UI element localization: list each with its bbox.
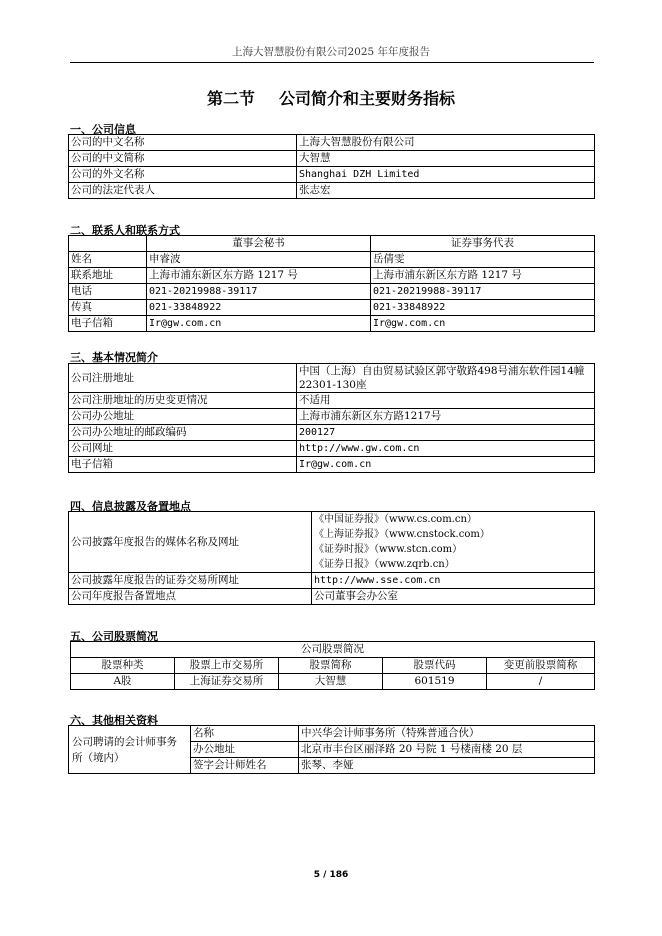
- row-label: 公司的法定代表人: [69, 183, 297, 199]
- section-heading-basic-info: 三、基本情况简介: [70, 351, 158, 364]
- contacts-table: [68, 235, 595, 332]
- secretary-value: 上海市浦东新区东方路 1217 号: [147, 268, 371, 284]
- secretary-value: 021-20219988-39117: [147, 284, 371, 300]
- row-label: 办公地址: [191, 742, 299, 758]
- page-title: [0, 86, 662, 109]
- table-row: [69, 457, 595, 473]
- column-header: 股票简称: [279, 658, 383, 674]
- row-value: 上海市浦东新区东方路1217号: [297, 409, 595, 425]
- section-heading-company-info: 一、公司信息: [70, 123, 136, 136]
- section-heading-stock: 五、公司股票简况: [70, 630, 158, 643]
- section-name: 公司简介和主要财务指标: [279, 89, 456, 108]
- row-label: 公司的中文名称: [69, 135, 297, 151]
- row-label: 公司办公地址的邮政编码: [69, 425, 297, 441]
- table-row: [69, 512, 595, 573]
- table-header-row: [71, 658, 595, 674]
- row-label: 公司披露年度报告的证券交易所网址: [69, 573, 312, 589]
- row-value: 大智慧: [297, 151, 595, 167]
- stock-short-name: 大智慧: [279, 674, 383, 690]
- company-info-table: [68, 134, 595, 199]
- row-value: 上海大智慧股份有限公司: [297, 135, 595, 151]
- media-item: 《中国证券报》（www.cs.com.cn）: [314, 514, 477, 525]
- row-value: 不适用: [297, 393, 595, 409]
- row-label: 名称: [191, 726, 299, 742]
- table-row: [69, 135, 595, 151]
- table-row: [69, 364, 595, 393]
- column-header: 股票代码: [383, 658, 487, 674]
- table-row: [69, 252, 595, 268]
- column-header: 股票种类: [71, 658, 175, 674]
- row-label: 公司的中文简称: [69, 151, 297, 167]
- row-value: Shanghai DZH Limited: [297, 167, 595, 183]
- header-divider: [70, 62, 594, 63]
- former-short-name: /: [487, 674, 595, 690]
- representative-value: 上海市浦东新区东方路 1217 号: [371, 268, 595, 284]
- table-header-row: [69, 236, 595, 252]
- table-row: [69, 300, 595, 316]
- row-label: 签字会计师姓名: [191, 758, 299, 774]
- table-row: [69, 316, 595, 332]
- row-value: 中兴华会计师事务所（特殊普通合伙）: [299, 726, 595, 742]
- row-value: http://www.sse.com.cn: [312, 573, 595, 589]
- row-label: 公司办公地址: [69, 409, 297, 425]
- auditor-group-label: 公司聘请的会计师事务所（境内）: [69, 726, 191, 774]
- row-label: 公司网址: [69, 441, 297, 457]
- representative-value: 岳倩雯: [371, 252, 595, 268]
- table-row: [69, 284, 595, 300]
- row-label: 公司的外文名称: [69, 167, 297, 183]
- table-row: [69, 726, 595, 742]
- row-label: 联系地址: [69, 268, 147, 284]
- table-row: [69, 573, 595, 589]
- auditor-table: [68, 725, 595, 774]
- section-number: 第二节: [206, 89, 255, 108]
- table-row: [69, 393, 595, 409]
- media-item: 《证券时报》（www.stcn.com）: [314, 544, 463, 555]
- media-item: 《上海证券报》（www.cnstock.com）: [314, 529, 490, 540]
- table-row: [69, 183, 595, 199]
- row-value: 北京市丰台区丽泽路 20 号院 1 号楼南楼 20 层: [299, 742, 595, 758]
- secretary-value: 021-33848922: [147, 300, 371, 316]
- section-heading-other: 六、其他相关资料: [70, 714, 158, 727]
- row-label: 公司年度报告备置地点: [69, 589, 312, 605]
- stock-type: A股: [71, 674, 175, 690]
- table-row: [69, 151, 595, 167]
- running-header: 上海大智慧股份有限公司2025 年年度报告: [231, 46, 431, 58]
- table-row: [71, 674, 595, 690]
- row-value: 张琴、李娅: [299, 758, 595, 774]
- table-row: [69, 441, 595, 457]
- column-header: 变更前股票简称: [487, 658, 595, 674]
- row-value: 200127: [297, 425, 595, 441]
- row-value: 张志宏: [297, 183, 595, 199]
- row-label: 姓名: [69, 252, 147, 268]
- media-item: 《证券日报》（www.zqrb.cn）: [314, 559, 455, 570]
- secretary-value: 申睿波: [147, 252, 371, 268]
- secretary-value: Ir@gw.com.cn: [147, 316, 371, 332]
- representative-value: 021-33848922: [371, 300, 595, 316]
- row-label: 传真: [69, 300, 147, 316]
- media-list: [312, 512, 595, 573]
- table-row: [69, 425, 595, 441]
- row-value: 公司董事会办公室: [312, 589, 595, 605]
- section-heading-disclosure: 四、信息披露及备置地点: [70, 500, 191, 513]
- row-value: Ir@gw.com.cn: [297, 457, 595, 473]
- stock-table: [70, 641, 595, 690]
- basic-info-table: [68, 363, 595, 473]
- page-number: 5 / 186: [313, 870, 349, 880]
- disclosure-table: [68, 511, 595, 605]
- table-row: [69, 167, 595, 183]
- row-value: 中国（上海）自由贸易试验区郭守敬路498号浦东软件园14幢22301-130座: [297, 364, 595, 393]
- section-heading-contacts: 二、联系人和联系方式: [70, 224, 180, 237]
- row-label: 公司注册地址: [69, 364, 297, 393]
- row-label: 电子信箱: [69, 457, 297, 473]
- table-row: [69, 409, 595, 425]
- table-row: [69, 268, 595, 284]
- stock-code: 601519: [383, 674, 487, 690]
- table-row: [69, 589, 595, 605]
- row-label: 电话: [69, 284, 147, 300]
- row-label: 电子信箱: [69, 316, 147, 332]
- table-title: 公司股票简况: [71, 642, 595, 658]
- stock-exchange: 上海证券交易所: [175, 674, 279, 690]
- row-value: http://www.gw.com.cn: [297, 441, 595, 457]
- row-label: 公司注册地址的历史变更情况: [69, 393, 297, 409]
- column-header: 董事会秘书: [147, 236, 371, 252]
- column-header: 证券事务代表: [371, 236, 595, 252]
- column-header: 股票上市交易所: [175, 658, 279, 674]
- representative-value: Ir@gw.com.cn: [371, 316, 595, 332]
- row-label: 公司披露年度报告的媒体名称及网址: [69, 512, 312, 573]
- representative-value: 021-20219988-39117: [371, 284, 595, 300]
- table-title-row: [71, 642, 595, 658]
